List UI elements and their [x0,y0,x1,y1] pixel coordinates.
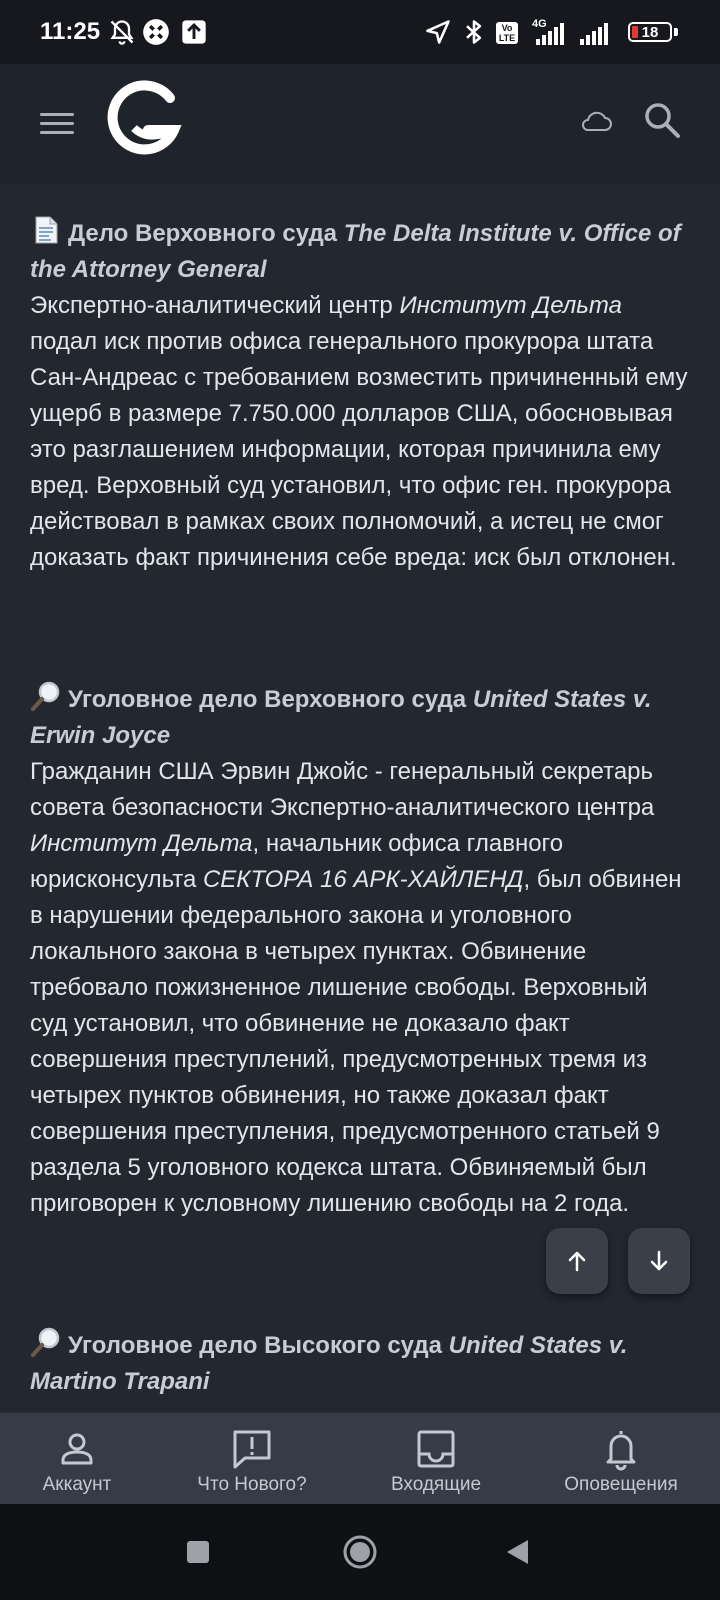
nav-label: Оповещения [564,1474,678,1495]
post-title[interactable] [30,214,690,288]
case-name: The Delta Institute v. Office of the Attorney General [30,220,681,283]
search-icon[interactable] [640,98,684,142]
post-item [30,214,690,576]
status-bar [0,0,720,64]
battery-level: 18 [641,24,659,41]
magnifier-icon [30,680,62,712]
back-icon[interactable] [504,1538,530,1566]
post-title[interactable] [30,680,690,754]
system-nav-bar [0,1504,720,1600]
app-notification-icon [142,18,170,46]
scroll-up-button[interactable] [546,1228,608,1294]
post-item [30,1326,690,1400]
post-title-prefix: Дело Верховного суда [68,220,344,247]
post-body-text: подал иск против офиса генерального прокурора штата Сан-Андреас с требованием возместить причиненный ему ущерб в размере 7.750.000 долларов США, обосновывая это разглашением информации, которая причинила ему вред. Верховный суд установил, что офис ген. прокурора действовал в рамках своих полномочий, а истец не смог доказать факт причинения себе вреда: иск был отклонен. [30,328,688,571]
arrow-down-icon [647,1249,671,1273]
bottom-nav [0,1412,720,1504]
arrow-up-icon [565,1249,589,1273]
nav-whats-new[interactable] [178,1413,326,1505]
cloud-icon[interactable] [578,104,614,140]
bell-icon [599,1427,643,1471]
status-time: 11:25 [40,18,101,45]
location-icon [424,18,452,46]
post-item [30,680,690,1222]
bluetooth-icon [460,18,488,46]
magnifier-icon [30,1326,62,1358]
nav-notifications[interactable] [544,1413,698,1505]
signal-icon-2 [576,20,616,48]
post-body [30,288,690,576]
nav-account[interactable] [0,1413,154,1505]
scroll-down-button[interactable] [628,1228,690,1294]
nav-label: Входящие [390,1474,482,1495]
g-logo-icon[interactable] [104,78,186,160]
case-name: United States v. Martino Trapani [30,1332,628,1395]
signal-icon [526,20,566,48]
organization-name: Институт Дельта [30,830,253,857]
post-title-prefix: Уголовное дело Верховного суда [68,686,473,713]
post-body-text: Гражданин США Эрвин Джойс - генеральный секретарь совета безопасности Экспертно-аналитического центра [30,758,655,821]
app-header [0,64,720,184]
nav-label: Что Нового? [197,1474,307,1495]
volte-badge: Vo LTE [496,22,518,44]
post-body-text: , был обвинен в нарушении федерального закона и уголовного локального закона в четырех пунктах. Обвинение требовало пожизненное лишение свободы. Верховный суд установил, что обвинение не доказало факт совершения преступлений, предусмотренных тремя из четырех пунктов обвинения, но также доказал факт совершения преступления, предусмотренного статьей 9 раздела 5 уголовного кодекса штата. Обвиняемый был приговорен к условному лишению свободы на 2 года. [30,866,682,1217]
post-body-text: , начальник офиса главного юрисконсульта [30,830,564,893]
user-icon [55,1427,99,1471]
hamburger-menu-icon[interactable] [36,102,80,146]
post-feed [0,184,720,1412]
bell-off-icon [108,18,136,46]
whats-new-icon [230,1427,274,1471]
post-title-prefix: Уголовное дело Высокого суда [68,1332,449,1359]
inbox-icon [414,1427,458,1471]
battery-icon [628,22,672,42]
case-name: United States v. Erwin Joyce [30,686,652,749]
post-body [30,754,690,1222]
recents-icon[interactable] [186,1540,210,1564]
post-title[interactable] [30,1326,690,1400]
network-type-label: 4G [532,18,547,30]
nav-label: Аккаунт [42,1474,112,1495]
sector-name: СЕКТОРА 16 АРК-ХАЙЛЕНД [202,866,524,893]
upload-icon [180,18,208,46]
organization-name: Институт Дельта [399,292,622,319]
document-icon [30,214,62,246]
post-body-text: Экспертно-аналитический центр [30,292,400,319]
nav-inbox[interactable] [362,1413,510,1505]
home-icon[interactable] [342,1534,378,1570]
